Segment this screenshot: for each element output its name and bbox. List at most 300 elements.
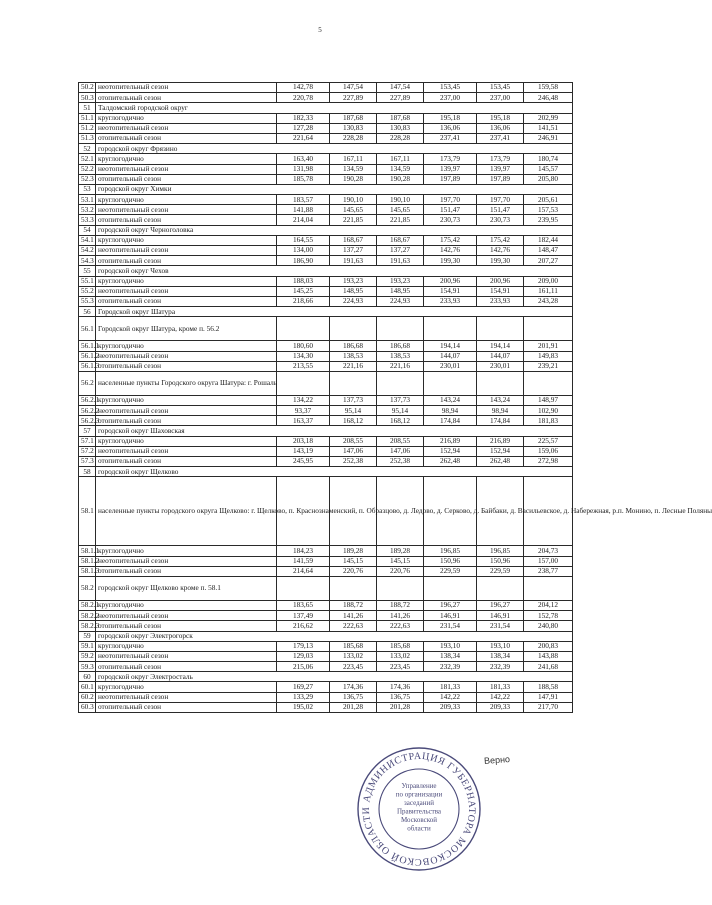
table-row [79, 205, 573, 215]
value-cell: 102,90 [524, 406, 573, 416]
row-number: 53.2 [79, 205, 96, 215]
value-cell: 221,85 [377, 215, 424, 225]
row-number: 58.1.2 [79, 556, 96, 566]
value-cell: 238,77 [524, 566, 573, 576]
value-cell [524, 576, 573, 600]
row-name: неотопительный сезон [96, 205, 277, 215]
value-cell: 152,94 [477, 446, 524, 456]
value-cell: 197,89 [424, 174, 477, 184]
table-row [79, 83, 573, 93]
table-row [79, 133, 573, 143]
table-row [79, 371, 573, 395]
table-row [79, 276, 573, 286]
value-cell: 223,45 [377, 662, 424, 672]
row-number: 52.2 [79, 164, 96, 174]
value-cell: 95,14 [377, 406, 424, 416]
row-number: 59.2 [79, 651, 96, 661]
row-name: отопительный сезон [96, 662, 277, 672]
table-row [79, 426, 573, 436]
value-cell [524, 317, 573, 341]
value-cell: 152,78 [524, 611, 573, 621]
value-cell: 209,00 [524, 276, 573, 286]
value-cell: 138,34 [424, 651, 477, 661]
value-cell: 204,12 [524, 600, 573, 610]
value-cell: 188,58 [524, 682, 573, 692]
stamp-inner-line: Правительства [396, 807, 442, 816]
row-number: 50.2 [79, 83, 96, 93]
row-name: круглогодично [96, 600, 277, 610]
table-row [79, 662, 573, 672]
row-number: 58.2 [79, 576, 96, 600]
value-cell: 186,68 [330, 341, 377, 351]
row-name: отопительный сезон [96, 416, 277, 426]
value-cell: 187,68 [377, 113, 424, 123]
table-row [79, 215, 573, 225]
value-cell: 145,65 [377, 205, 424, 215]
value-cell: 153,45 [424, 83, 477, 93]
value-cell: 197,70 [477, 195, 524, 205]
row-number: 59.3 [79, 662, 96, 672]
value-cell: 216,62 [277, 621, 330, 631]
table-body [79, 82, 712, 713]
row-name: городской округ Электросталь [96, 672, 573, 682]
row-name: круглогодично [96, 195, 277, 205]
value-cell: 246,91 [524, 133, 573, 143]
row-number: 51 [79, 103, 96, 113]
stamp-inner-line: заседаний [404, 799, 434, 807]
value-cell: 144,07 [477, 351, 524, 361]
value-cell: 148,97 [524, 395, 573, 405]
value-cell: 241,68 [524, 662, 573, 672]
row-name: отопительный сезон [96, 361, 277, 371]
table-row [79, 154, 573, 164]
stamp-inner-line: области [407, 824, 431, 833]
value-cell: 181,33 [424, 682, 477, 692]
table-row [79, 307, 573, 317]
value-cell: 147,06 [330, 446, 377, 456]
row-name: неотопительный сезон [96, 406, 277, 416]
table-row [79, 406, 573, 416]
value-cell: 209,33 [424, 702, 477, 712]
row-number: 56.1.3 [79, 361, 96, 371]
row-number: 55.2 [79, 286, 96, 296]
value-cell: 133,29 [277, 692, 330, 702]
value-cell: 200,96 [477, 276, 524, 286]
value-cell: 252,38 [377, 457, 424, 467]
value-cell [424, 371, 477, 395]
value-cell: 213,55 [277, 361, 330, 371]
value-cell: 208,55 [377, 436, 424, 446]
value-cell: 145,15 [330, 556, 377, 566]
table-row [79, 296, 573, 306]
row-number: 58.1 [79, 477, 96, 546]
value-cell: 147,06 [377, 446, 424, 456]
value-cell: 237,41 [477, 133, 524, 143]
value-cell: 98,94 [424, 406, 477, 416]
value-cell: 133,02 [330, 651, 377, 661]
row-name: отопительный сезон [96, 174, 277, 184]
table-row [79, 361, 573, 371]
value-cell: 194,14 [424, 341, 477, 351]
value-cell: 146,91 [424, 611, 477, 621]
value-cell: 137,49 [277, 611, 330, 621]
value-cell: 152,94 [424, 446, 477, 456]
value-cell: 157,53 [524, 205, 573, 215]
value-cell: 246,48 [524, 93, 573, 103]
row-number: 57.2 [79, 446, 96, 456]
value-cell: 216,89 [424, 436, 477, 446]
value-cell: 243,28 [524, 296, 573, 306]
row-name: Городской округ Шатура, кроме п. 56.2 [96, 317, 277, 341]
table-row [79, 436, 573, 446]
value-cell: 183,65 [277, 600, 330, 610]
row-number: 56.1.1 [79, 341, 96, 351]
value-cell: 136,75 [330, 692, 377, 702]
value-cell: 179,13 [277, 641, 330, 651]
table-row [79, 566, 573, 576]
value-cell: 149,83 [524, 351, 573, 361]
value-cell: 221,16 [330, 361, 377, 371]
value-cell: 142,22 [477, 692, 524, 702]
row-name: городской округ Щелково [96, 467, 573, 477]
value-cell: 222,63 [377, 621, 424, 631]
row-number: 58.1.3 [79, 566, 96, 576]
value-cell: 185,68 [377, 641, 424, 651]
row-name: неотопительный сезон [96, 611, 277, 621]
value-cell: 195,18 [477, 113, 524, 123]
table-row [79, 702, 573, 712]
value-cell: 145,15 [377, 556, 424, 566]
value-cell: 190,28 [330, 174, 377, 184]
row-number: 53.1 [79, 195, 96, 205]
value-cell: 217,70 [524, 702, 573, 712]
value-cell: 131,98 [277, 164, 330, 174]
value-cell: 141,26 [377, 611, 424, 621]
value-cell: 145,25 [277, 286, 330, 296]
value-cell: 239,95 [524, 215, 573, 225]
value-cell: 239,21 [524, 361, 573, 371]
table-row [79, 351, 573, 361]
row-number: 59.1 [79, 641, 96, 651]
value-cell: 174,84 [424, 416, 477, 426]
row-number: 54.2 [79, 246, 96, 256]
value-cell: 127,28 [277, 123, 330, 133]
value-cell [330, 317, 377, 341]
row-name: отопительный сезон [96, 256, 277, 266]
row-number: 51.2 [79, 123, 96, 133]
table-row [79, 446, 573, 456]
value-cell: 224,93 [377, 296, 424, 306]
value-cell: 151,47 [424, 205, 477, 215]
row-name: круглогодично [96, 235, 277, 245]
row-number: 56.2.2 [79, 406, 96, 416]
value-cell: 220,76 [377, 566, 424, 576]
value-cell: 199,30 [477, 256, 524, 266]
value-cell: 154,91 [477, 286, 524, 296]
value-cell: 209,33 [477, 702, 524, 712]
value-cell: 136,06 [477, 123, 524, 133]
value-cell: 224,93 [330, 296, 377, 306]
table-row [79, 600, 573, 610]
value-cell: 129,03 [277, 651, 330, 661]
value-cell: 143,24 [477, 395, 524, 405]
value-cell: 145,57 [524, 164, 573, 174]
table-row [79, 416, 573, 426]
value-cell: 202,99 [524, 113, 573, 123]
table-row [79, 317, 573, 341]
value-cell: 230,73 [477, 215, 524, 225]
stamp-inner-line: Управление [401, 782, 437, 790]
value-cell: 173,79 [477, 154, 524, 164]
seal-stamp [355, 745, 483, 873]
value-cell: 208,55 [330, 436, 377, 446]
value-cell: 221,16 [377, 361, 424, 371]
value-cell: 188,72 [330, 600, 377, 610]
row-name: круглогодично [96, 113, 277, 123]
value-cell: 185,78 [277, 174, 330, 184]
table-row [79, 164, 573, 174]
value-cell: 175,42 [424, 235, 477, 245]
value-cell: 233,93 [424, 296, 477, 306]
row-number: 59 [79, 631, 96, 641]
table-row [79, 266, 573, 276]
row-name: Городской округ Шатура [96, 307, 573, 317]
value-cell: 190,10 [377, 195, 424, 205]
value-cell: 143,19 [277, 446, 330, 456]
value-cell: 196,27 [477, 600, 524, 610]
value-cell: 196,85 [477, 546, 524, 556]
table-row [79, 341, 573, 351]
row-number: 56.2.1 [79, 395, 96, 405]
value-cell [277, 317, 330, 341]
value-cell: 186,68 [377, 341, 424, 351]
table-row [79, 174, 573, 184]
table-row [79, 556, 573, 566]
page-number: 5 [318, 26, 322, 34]
row-name: отопительный сезон [96, 133, 277, 143]
row-number: 56.1 [79, 317, 96, 341]
row-name: отопительный сезон [96, 621, 277, 631]
value-cell: 137,27 [377, 246, 424, 256]
row-number: 57.1 [79, 436, 96, 446]
value-cell: 186,90 [277, 256, 330, 266]
row-number: 55.3 [79, 296, 96, 306]
row-name: неотопительный сезон [96, 651, 277, 661]
row-name: населенные пункты городского округа Щелково: г. Щелково, п. Краснознаменский, п. Образцово, д. Ледово, д. Серково, д. Байбаки, д. Васильевское, д. Набережная, р.п. Монино, п. Лесные Поляны [96, 477, 277, 546]
value-cell: 137,73 [377, 395, 424, 405]
value-cell: 182,44 [524, 235, 573, 245]
row-name: круглогодично [96, 154, 277, 164]
value-cell: 237,41 [424, 133, 477, 143]
value-cell: 168,67 [377, 235, 424, 245]
row-name: городской округ Химки [96, 184, 573, 194]
value-cell: 181,33 [477, 682, 524, 692]
table-row [79, 246, 573, 256]
value-cell: 232,39 [477, 662, 524, 672]
row-name: круглогодично [96, 395, 277, 405]
value-cell: 130,83 [330, 123, 377, 133]
value-cell: 139,97 [477, 164, 524, 174]
value-cell: 196,85 [424, 546, 477, 556]
row-number: 51.3 [79, 133, 96, 143]
value-cell: 148,95 [377, 286, 424, 296]
value-cell: 133,02 [377, 651, 424, 661]
table-row [79, 235, 573, 245]
row-number: 55 [79, 266, 96, 276]
value-cell: 218,66 [277, 296, 330, 306]
value-cell: 167,11 [377, 154, 424, 164]
table-row [79, 103, 573, 113]
value-cell: 237,00 [424, 93, 477, 103]
row-number: 60.3 [79, 702, 96, 712]
row-name: Талдомский городской округ [96, 103, 573, 113]
value-cell: 204,73 [524, 546, 573, 556]
row-number: 53 [79, 184, 96, 194]
value-cell: 233,93 [477, 296, 524, 306]
value-cell: 240,80 [524, 621, 573, 631]
value-cell: 134,59 [377, 164, 424, 174]
value-cell: 214,04 [277, 215, 330, 225]
table-row [79, 546, 573, 556]
row-name: неотопительный сезон [96, 83, 277, 93]
table-row [79, 225, 573, 235]
value-cell: 196,27 [424, 600, 477, 610]
row-number: 58.2.1 [79, 600, 96, 610]
value-cell [377, 371, 424, 395]
value-cell: 207,27 [524, 256, 573, 266]
value-cell: 189,28 [377, 546, 424, 556]
value-cell: 174,36 [330, 682, 377, 692]
value-cell: 98,94 [477, 406, 524, 416]
value-cell: 193,10 [424, 641, 477, 651]
row-name: отопительный сезон [96, 296, 277, 306]
table-row [79, 286, 573, 296]
value-cell: 134,22 [277, 395, 330, 405]
row-number: 60.2 [79, 692, 96, 702]
value-cell: 199,30 [424, 256, 477, 266]
value-cell: 229,59 [424, 566, 477, 576]
row-name: неотопительный сезон [96, 164, 277, 174]
table-row [79, 457, 573, 467]
row-name: круглогодично [96, 682, 277, 692]
value-cell: 227,89 [377, 93, 424, 103]
row-name: неотопительный сезон [96, 246, 277, 256]
value-cell: 181,83 [524, 416, 573, 426]
table-row [79, 477, 573, 546]
row-number: 56.2.3 [79, 416, 96, 426]
value-cell [477, 317, 524, 341]
value-cell [524, 371, 573, 395]
value-cell: 203,18 [277, 436, 330, 446]
stamp-inner-line: Московской [400, 816, 438, 824]
stamp-note: Верно [483, 754, 511, 766]
value-cell: 195,18 [424, 113, 477, 123]
value-cell: 138,53 [377, 351, 424, 361]
table-row [79, 682, 573, 692]
row-name: отопительный сезон [96, 702, 277, 712]
value-cell: 138,53 [330, 351, 377, 361]
value-cell: 197,70 [424, 195, 477, 205]
table-row [79, 144, 573, 154]
value-cell: 231,54 [424, 621, 477, 631]
value-cell: 93,37 [277, 406, 330, 416]
row-number: 58 [79, 467, 96, 477]
value-cell: 201,28 [377, 702, 424, 712]
table-row [79, 93, 573, 103]
value-cell [277, 576, 330, 600]
value-cell: 174,36 [377, 682, 424, 692]
row-number: 60.1 [79, 682, 96, 692]
value-cell: 147,91 [524, 692, 573, 702]
row-name: городской округ Шаховская [96, 426, 573, 436]
value-cell: 180,74 [524, 154, 573, 164]
table-row [79, 631, 573, 641]
value-cell: 142,76 [424, 246, 477, 256]
row-number: 56 [79, 307, 96, 317]
value-cell: 142,22 [424, 692, 477, 702]
value-cell: 237,00 [477, 93, 524, 103]
value-cell: 167,11 [330, 154, 377, 164]
value-cell [377, 576, 424, 600]
value-cell: 141,88 [277, 205, 330, 215]
row-name: неотопительный сезон [96, 556, 277, 566]
table-row [79, 256, 573, 266]
value-cell: 169,27 [277, 682, 330, 692]
value-cell: 193,23 [377, 276, 424, 286]
row-name: городской округ Чехов [96, 266, 573, 276]
table-row [79, 123, 573, 133]
value-cell: 150,96 [424, 556, 477, 566]
value-cell: 227,89 [330, 93, 377, 103]
value-cell: 187,68 [330, 113, 377, 123]
value-cell: 148,95 [330, 286, 377, 296]
row-name: неотопительный сезон [96, 123, 277, 133]
value-cell: 201,28 [330, 702, 377, 712]
value-cell: 193,10 [477, 641, 524, 651]
value-cell: 220,78 [277, 93, 330, 103]
table-row [79, 576, 573, 600]
value-cell: 230,01 [424, 361, 477, 371]
value-cell: 134,59 [330, 164, 377, 174]
value-cell: 147,54 [330, 83, 377, 93]
value-cell: 220,76 [330, 566, 377, 576]
value-cell: 272,98 [524, 457, 573, 467]
row-number: 52.1 [79, 154, 96, 164]
value-cell [424, 317, 477, 341]
value-cell: 168,12 [377, 416, 424, 426]
value-cell: 188,03 [277, 276, 330, 286]
value-cell: 231,54 [477, 621, 524, 631]
row-name: неотопительный сезон [96, 692, 277, 702]
row-number: 57 [79, 426, 96, 436]
value-cell: 205,61 [524, 195, 573, 205]
row-name: неотопительный сезон [96, 351, 277, 361]
value-cell: 197,89 [477, 174, 524, 184]
value-cell [330, 576, 377, 600]
value-cell: 228,28 [330, 133, 377, 143]
stamp-inner-line: по организации [395, 790, 443, 799]
value-cell: 147,54 [377, 83, 424, 93]
value-cell: 159,06 [524, 446, 573, 456]
value-cell: 188,72 [377, 600, 424, 610]
value-cell [424, 576, 477, 600]
row-number: 52 [79, 144, 96, 154]
row-name: круглогодично [96, 276, 277, 286]
value-cell: 146,91 [477, 611, 524, 621]
value-cell: 134,30 [277, 351, 330, 361]
row-name: круглогодично [96, 436, 277, 446]
row-number: 54.3 [79, 256, 96, 266]
